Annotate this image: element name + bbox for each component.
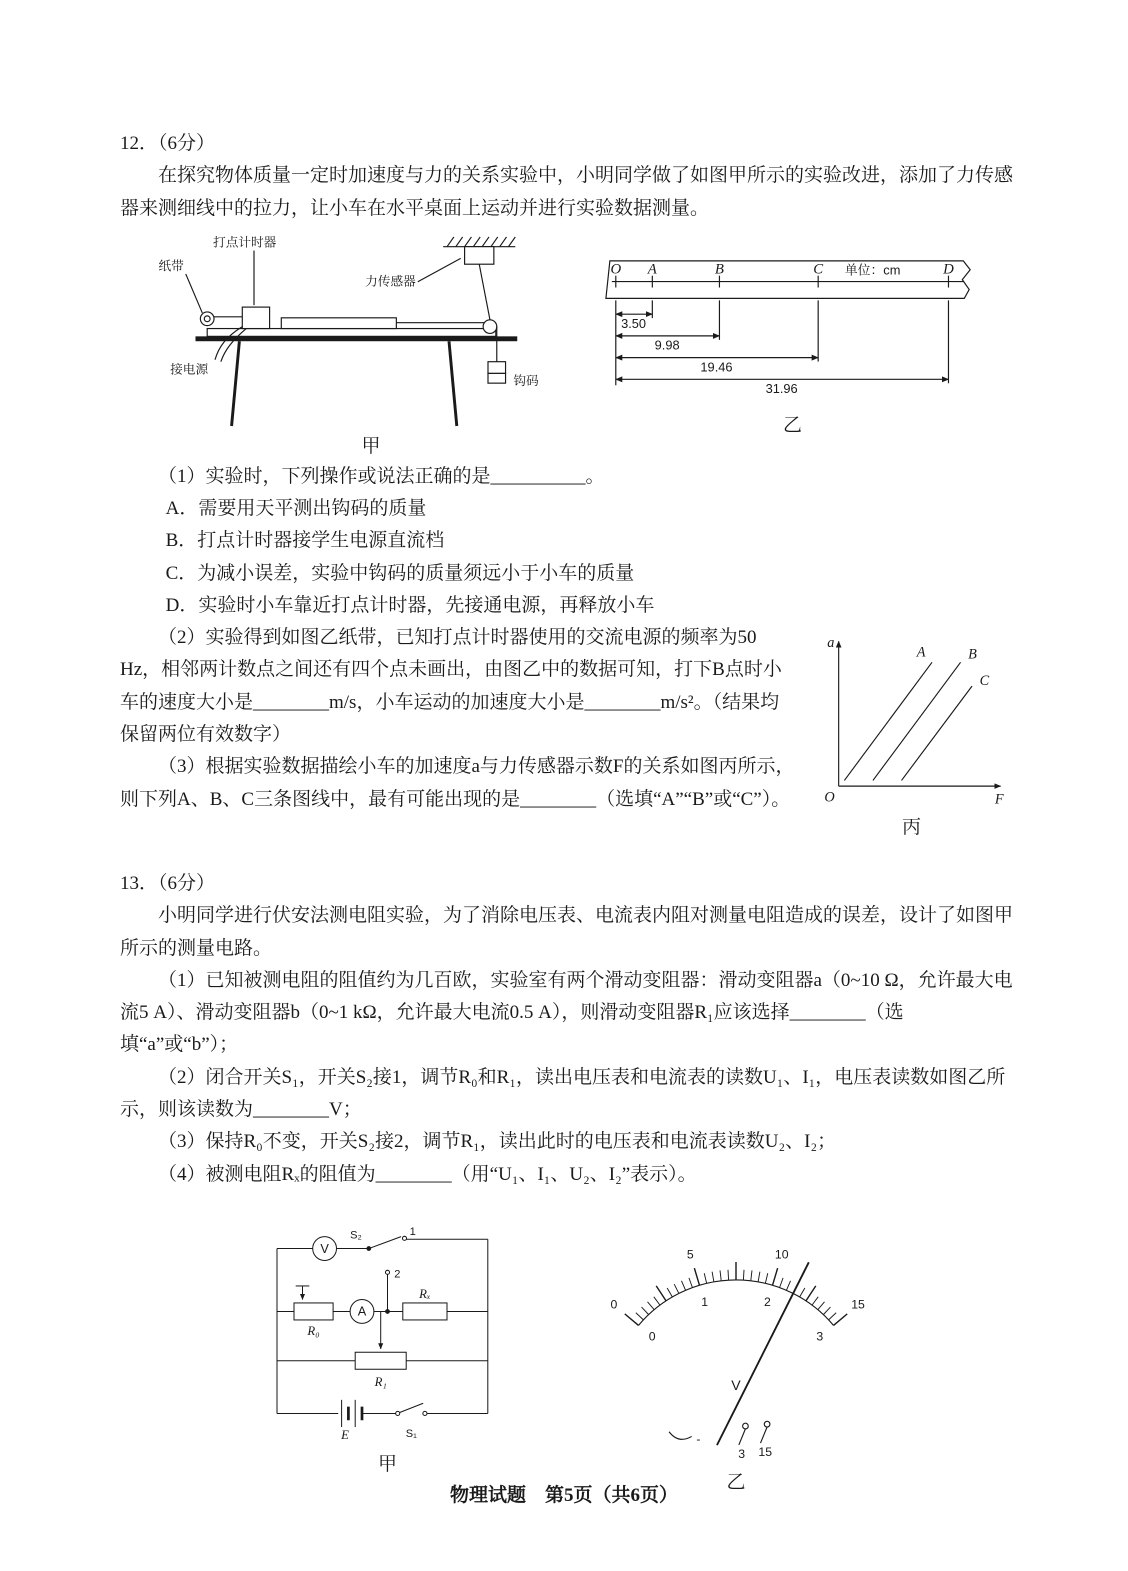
tape-diagram [600, 247, 985, 407]
q12-part3: （3）根据实验数据描绘小车的加速度a与力传感器示数F的关系如图丙所示，则下列A、B、C三条图线中，最有可能出现的是________（选填“A”“B”或“C”）。 [120, 756, 795, 810]
contact-1 [402, 1236, 406, 1240]
label-power: 接电源 [170, 362, 209, 377]
battery-label: E [341, 1427, 349, 1442]
voltmeter-scale-group [611, 1247, 866, 1445]
svg-text:0: 0 [648, 1329, 656, 1344]
force-sensor [465, 247, 494, 265]
resistor-r0-label: R₀ [307, 1324, 320, 1339]
table-leg-right [449, 341, 457, 426]
dim-OD-value: 31.96 [765, 381, 798, 397]
q13-figure-yi-caption: 乙 [726, 1471, 746, 1493]
graph-line-A [844, 662, 932, 780]
q12-part23-block [120, 622, 1014, 846]
q12-number: 12．（6分） [120, 133, 216, 154]
q12-figures [120, 233, 1014, 459]
voltmeter-label: V [320, 1240, 329, 1256]
label-force-sensor: 力传感器 [365, 274, 416, 289]
q12-choice-d: D．实验时小车靠近打点计时器，先接通电源，再释放小车 [165, 594, 655, 616]
cart [281, 318, 396, 329]
q12-part1: （1）实验时，下列操作或说法正确的是__________。 [158, 465, 605, 487]
timer-box [242, 307, 269, 328]
pulley [483, 320, 497, 334]
q13-figure-jia [260, 1199, 515, 1477]
contact-1-label: 1 [409, 1225, 416, 1238]
q13-part3: （3）保持R₀不变，开关S₂接2，调节R₁，读出此时的电压表和电流表读数U₂、I₂； [158, 1131, 837, 1153]
tape-coil [200, 312, 214, 326]
q13-number: 13．（6分） [120, 872, 216, 894]
svg-text:0: 0 [610, 1297, 618, 1312]
q12-figure-bing [809, 628, 1014, 840]
contact-2 [385, 1270, 389, 1274]
a-F-graph [812, 628, 1012, 809]
svg-text:2: 2 [763, 1295, 771, 1310]
tape-point-C: C [813, 261, 824, 278]
line-B-label: B [967, 646, 977, 663]
q13-figures [120, 1199, 1014, 1495]
q12-figure-jia [156, 233, 586, 459]
terminal-3-label: 3 [738, 1447, 746, 1462]
q12-part2: （2）实验得到如图乙纸带，已知打点计时器使用的交流电源的频率为50 Hz，相邻两计数点之间还有四个点未画出，由图乙中的数据可知，打下B点时小车的速度大小是________m/s，小车运动的加速度大小是________m/s²。（结果均保留两位有效数字） [120, 627, 782, 746]
resistor-rx [403, 1303, 447, 1320]
switch-s2-label: S₂ [350, 1229, 362, 1242]
svg-text:1: 1 [701, 1295, 709, 1310]
resistor-rx-label: Rₓ [419, 1286, 431, 1301]
q12-intro: 在探究物体质量一定时加速度与力的关系实验中，小明同学做了如图甲所示的实验改进，添加了力传感器来测细线中的拉力，让小车在水平桌面上运动并进行实验数据测量。 [120, 165, 1014, 219]
table-top [196, 336, 518, 341]
label-paper-tape: 纸带 [158, 258, 184, 273]
q12-choice-a: A．需要用天平测出钩码的质量 [165, 497, 427, 519]
q13-part4: （4）被测电阻Rₓ的阻值为________（用“U₁、I₁、U₂、I₂”表示）。 [158, 1163, 697, 1185]
resistor-r0 [294, 1303, 333, 1320]
svg-text:15: 15 [851, 1297, 865, 1312]
label-timer: 打点计时器 [213, 235, 277, 250]
terminal-15 [764, 1421, 770, 1427]
dim-OA-value: 3.50 [621, 315, 647, 331]
terminal-3 [743, 1423, 749, 1429]
q13-part2: （2）闭合开关S₁，开关S₂接1，调节R₀和R₁，读出电压表和电流表的读数U₁、I₁，电压表读数如图乙所示，则该读数为________V； [120, 1066, 1006, 1121]
voltmeter-unit: V [731, 1377, 741, 1394]
track [207, 328, 496, 336]
switch-s1-blade [399, 1403, 423, 1412]
q12-figure-jia-caption: 甲 [361, 435, 381, 457]
contact-2-label: 2 [394, 1268, 401, 1281]
x-axis-label: F [994, 791, 1004, 808]
tape-point-A: A [647, 261, 657, 278]
origin-label: O [823, 789, 835, 806]
q13-figure-yi [571, 1209, 901, 1495]
circuit-diagram [260, 1199, 515, 1446]
q12-figure-bing-caption: 丙 [901, 817, 921, 839]
question-12 [120, 128, 1014, 846]
terminal-minus-label: - [696, 1431, 701, 1446]
q12-choice-b: B．打点计时器接学生电源直流档 [165, 530, 445, 552]
apparatus-diagram [156, 233, 586, 428]
tape-point-D: D [943, 261, 954, 278]
q12-figure-yi [600, 247, 985, 438]
scale-arc [639, 1280, 834, 1325]
dim-OC-value: 19.46 [700, 359, 733, 375]
svg-text:5: 5 [686, 1247, 694, 1262]
weight-hanger [488, 362, 506, 374]
tape-unit-label: 单位：cm [844, 262, 901, 278]
q13-part1: （1）已知被测电阻的阻值约为几百欧，实验室有两个滑动变阻器：滑动变阻器a（0~10 Ω，允许最大电流5 A）、滑动变阻器b（0~1 kΩ，允许最大电流0.5 A），则滑动变阻器R₁应该选择________（选填“a”或“b”）； [120, 969, 1013, 1056]
svg-text:3: 3 [816, 1329, 824, 1344]
q13-figure-jia-caption: 甲 [377, 1453, 397, 1475]
needle [717, 1262, 809, 1445]
tape-point-B: B [714, 261, 724, 278]
q12-figure-yi-caption: 乙 [782, 414, 802, 436]
voltmeter-face [571, 1209, 901, 1464]
resistor-r1 [355, 1352, 406, 1369]
switch-s2-blade [369, 1237, 401, 1249]
dim-OB-value: 9.98 [654, 337, 680, 353]
label-weight: 钩码 [513, 373, 539, 388]
support-bracket [443, 237, 515, 247]
sensor-string [479, 264, 490, 320]
tape-outline [606, 261, 970, 299]
tape-point-O: O [610, 261, 622, 278]
question-13 [120, 868, 1014, 1495]
q13-intro: 小明同学进行伏安法测电阻实验，为了消除电压表、电流表内阻对测量电阻造成的误差，设计了如图甲所示的测量电路。 [120, 905, 1014, 959]
table-leg-left [232, 341, 240, 426]
line-C-label: C [979, 673, 989, 690]
terminal-15-label: 15 [758, 1445, 773, 1460]
battery [342, 1400, 362, 1427]
y-axis-label: a [826, 635, 834, 652]
switch-s1-label: S₁ [405, 1428, 417, 1441]
line-A-label: A [916, 644, 925, 661]
page-footer: 物理试题 第5页（共6页） [449, 1485, 678, 1506]
resistor-r1-label: R₁ [374, 1375, 387, 1390]
graph-line-B [872, 662, 960, 780]
graph-line-C [901, 686, 971, 780]
q12-choice-c: C．为减小误差，实验中钩码的质量须远小于小车的质量 [165, 562, 635, 584]
svg-text:10: 10 [774, 1247, 789, 1262]
ammeter-label: A [357, 1303, 367, 1319]
